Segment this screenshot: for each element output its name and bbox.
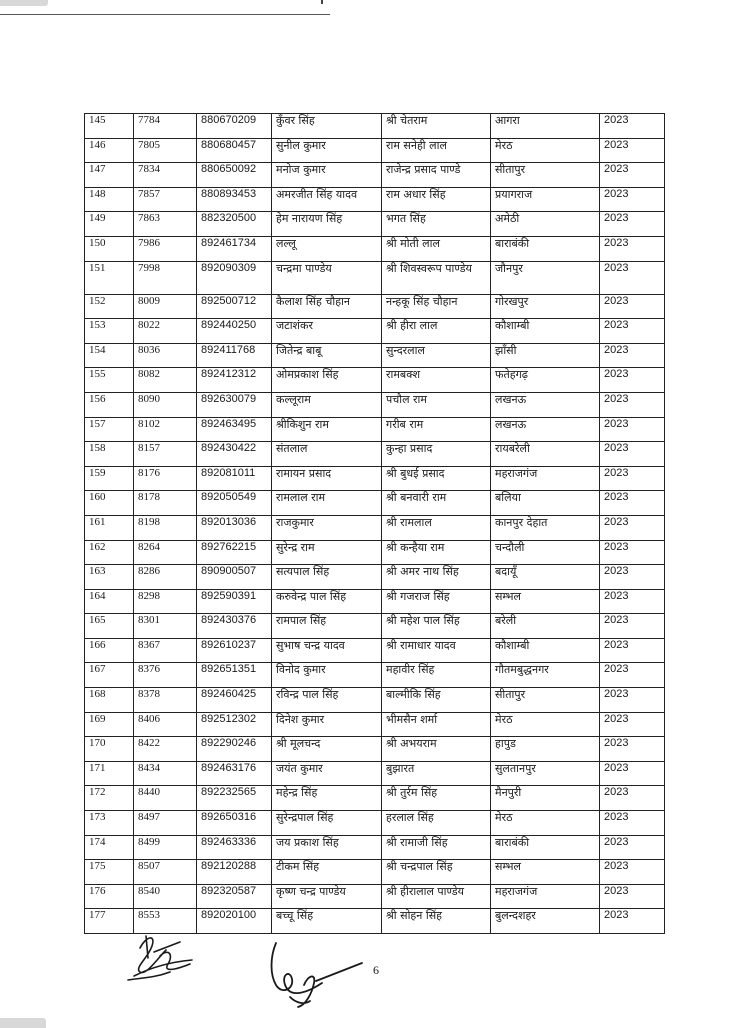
- serial-number-cell: 155: [85, 368, 134, 393]
- district-cell: बाराबंकी: [491, 236, 600, 261]
- registration-code-cell: 880893453: [197, 187, 272, 212]
- registration-code-cell: 892461734: [197, 236, 272, 261]
- year-cell: 2023: [600, 294, 665, 319]
- table-row: [85, 212, 665, 237]
- district-cell: बाराबंकी: [491, 835, 600, 860]
- table-row: [85, 860, 665, 885]
- registration-code-cell: 892411768: [197, 343, 272, 368]
- father-name-cell: कुन्हा प्रसाद: [382, 442, 491, 467]
- district-cell: मेरठ: [491, 811, 600, 836]
- registration-code-cell: 892500712: [197, 294, 272, 319]
- serial-number-cell: 163: [85, 565, 134, 590]
- candidate-name-cell: चन्द्रमा पाण्डेय: [272, 261, 382, 294]
- year-cell: 2023: [600, 909, 665, 934]
- father-name-cell: श्री शिवस्वरूप पाण्डेय: [382, 261, 491, 294]
- roll-number-cell: 8198: [134, 515, 197, 540]
- district-cell: सीतापुर: [491, 163, 600, 188]
- registration-code-cell: 892762215: [197, 540, 272, 565]
- serial-number-cell: 174: [85, 835, 134, 860]
- candidate-name-cell: जटाशंकर: [272, 319, 382, 344]
- father-name-cell: श्री तुर्रम सिंह: [382, 786, 491, 811]
- registration-code-cell: 892460425: [197, 688, 272, 713]
- serial-number-cell: 150: [85, 236, 134, 261]
- table-row: [85, 515, 665, 540]
- father-name-cell: श्री रामाजी सिंह: [382, 835, 491, 860]
- district-cell: जौनपुर: [491, 261, 600, 294]
- district-cell: कौशाम्बी: [491, 638, 600, 663]
- table-row: [85, 614, 665, 639]
- father-name-cell: बुझारत: [382, 761, 491, 786]
- candidate-name-cell: लल्लू: [272, 236, 382, 261]
- year-cell: 2023: [600, 343, 665, 368]
- roll-number-cell: 8378: [134, 688, 197, 713]
- registration-code-cell: 892440250: [197, 319, 272, 344]
- year-cell: 2023: [600, 835, 665, 860]
- father-name-cell: श्री हीरा लाल: [382, 319, 491, 344]
- year-cell: 2023: [600, 614, 665, 639]
- district-cell: प्रयागराज: [491, 187, 600, 212]
- candidate-name-cell: श्री मूलचन्द: [272, 737, 382, 762]
- candidate-name-cell: कैलाश सिंह चौहान: [272, 294, 382, 319]
- serial-number-cell: 173: [85, 811, 134, 836]
- table-row: [85, 261, 665, 294]
- year-cell: 2023: [600, 261, 665, 294]
- district-cell: झाँसी: [491, 343, 600, 368]
- registration-code-cell: 892290246: [197, 737, 272, 762]
- serial-number-cell: 165: [85, 614, 134, 639]
- registration-code-cell: 892463336: [197, 835, 272, 860]
- year-cell: 2023: [600, 212, 665, 237]
- table-row: [85, 638, 665, 663]
- roll-number-cell: 8022: [134, 319, 197, 344]
- table-row: [85, 187, 665, 212]
- table-row: [85, 138, 665, 163]
- year-cell: 2023: [600, 442, 665, 467]
- candidate-name-cell: रामायन प्रसाद: [272, 466, 382, 491]
- candidate-name-cell: रामपाल सिंह: [272, 614, 382, 639]
- table-row: [85, 466, 665, 491]
- candidate-name-cell: सुरेन्द्रपाल सिंह: [272, 811, 382, 836]
- registration-code-cell: 880650092: [197, 163, 272, 188]
- registration-code-cell: 892630079: [197, 392, 272, 417]
- signature-right: [250, 935, 370, 1015]
- signature-left: [110, 928, 220, 990]
- father-name-cell: श्री रामलाल: [382, 515, 491, 540]
- district-cell: लखनऊ: [491, 392, 600, 417]
- year-cell: 2023: [600, 761, 665, 786]
- serial-number-cell: 158: [85, 442, 134, 467]
- serial-number-cell: 169: [85, 712, 134, 737]
- father-name-cell: राम सनेही लाल: [382, 138, 491, 163]
- father-name-cell: पचौल राम: [382, 392, 491, 417]
- registration-code-cell: 892463495: [197, 417, 272, 442]
- roll-number-cell: 7784: [134, 114, 197, 139]
- table-row: [85, 491, 665, 516]
- year-cell: 2023: [600, 884, 665, 909]
- year-cell: 2023: [600, 163, 665, 188]
- roll-number-cell: 8286: [134, 565, 197, 590]
- serial-number-cell: 147: [85, 163, 134, 188]
- father-name-cell: राजेन्द्र प्रसाद पाण्डे: [382, 163, 491, 188]
- table-row: [85, 540, 665, 565]
- candidate-name-cell: जितेन्द्र बाबू: [272, 343, 382, 368]
- registration-code-cell: 892412312: [197, 368, 272, 393]
- table-row: [85, 294, 665, 319]
- candidate-name-cell: दिनेश कुमार: [272, 712, 382, 737]
- father-name-cell: श्री अमर नाथ सिंह: [382, 565, 491, 590]
- year-cell: 2023: [600, 187, 665, 212]
- roll-number-cell: 8499: [134, 835, 197, 860]
- father-name-cell: श्री बुधई प्रसाद: [382, 466, 491, 491]
- year-cell: 2023: [600, 392, 665, 417]
- year-cell: 2023: [600, 319, 665, 344]
- registration-code-cell: 892610237: [197, 638, 272, 663]
- registration-code-cell: 892081011: [197, 466, 272, 491]
- serial-number-cell: 157: [85, 417, 134, 442]
- district-cell: बुलन्दशहर: [491, 909, 600, 934]
- candidate-name-cell: रविन्द्र पाल सिंह: [272, 688, 382, 713]
- roll-number-cell: 8090: [134, 392, 197, 417]
- table-row: [85, 737, 665, 762]
- candidate-name-cell: रामलाल राम: [272, 491, 382, 516]
- candidate-name-cell: श्रीकिशुन राम: [272, 417, 382, 442]
- serial-number-cell: 166: [85, 638, 134, 663]
- registration-code-cell: 892430376: [197, 614, 272, 639]
- district-cell: कानपुर देहात: [491, 515, 600, 540]
- candidate-name-cell: कृष्ण चन्द्र पाण्डेय: [272, 884, 382, 909]
- registration-code-cell: 892090309: [197, 261, 272, 294]
- table-row: [85, 786, 665, 811]
- registration-code-cell: 892020100: [197, 909, 272, 934]
- father-name-cell: श्री हीरालाल पाण्डेय: [382, 884, 491, 909]
- district-cell: रायबरेली: [491, 442, 600, 467]
- serial-number-cell: 153: [85, 319, 134, 344]
- district-cell: बलिया: [491, 491, 600, 516]
- candidate-name-cell: बच्चू सिंह: [272, 909, 382, 934]
- table-row: [85, 343, 665, 368]
- district-cell: अमेठी: [491, 212, 600, 237]
- table-row: [85, 688, 665, 713]
- roll-number-cell: 7986: [134, 236, 197, 261]
- table-row: [85, 368, 665, 393]
- candidate-name-cell: संतलाल: [272, 442, 382, 467]
- roll-number-cell: 7863: [134, 212, 197, 237]
- table-row: [85, 884, 665, 909]
- roll-number-cell: 8497: [134, 811, 197, 836]
- father-name-cell: श्री गजराज सिंह: [382, 589, 491, 614]
- roll-number-cell: 8507: [134, 860, 197, 885]
- father-name-cell: भगत सिंह: [382, 212, 491, 237]
- registration-code-cell: 892512302: [197, 712, 272, 737]
- district-cell: फतेहगढ़: [491, 368, 600, 393]
- roll-number-cell: 8298: [134, 589, 197, 614]
- table-row: [85, 236, 665, 261]
- registration-code-cell: 892651351: [197, 663, 272, 688]
- year-cell: 2023: [600, 466, 665, 491]
- roll-number-cell: 7805: [134, 138, 197, 163]
- father-name-cell: हरलाल सिंह: [382, 811, 491, 836]
- table-row: [85, 319, 665, 344]
- table-row: [85, 761, 665, 786]
- roll-number-cell: 8376: [134, 663, 197, 688]
- district-cell: सीतापुर: [491, 688, 600, 713]
- table-row: [85, 835, 665, 860]
- serial-number-cell: 160: [85, 491, 134, 516]
- table-row: [85, 663, 665, 688]
- serial-number-cell: 170: [85, 737, 134, 762]
- registration-code-cell: 882320500: [197, 212, 272, 237]
- district-cell: बरेली: [491, 614, 600, 639]
- table-row: [85, 589, 665, 614]
- father-name-cell: बाल्मीकि सिंह: [382, 688, 491, 713]
- year-cell: 2023: [600, 638, 665, 663]
- serial-number-cell: 152: [85, 294, 134, 319]
- serial-number-cell: 145: [85, 114, 134, 139]
- candidate-name-cell: अमरजीत सिंह यादव: [272, 187, 382, 212]
- roll-number-cell: 8036: [134, 343, 197, 368]
- serial-number-cell: 175: [85, 860, 134, 885]
- roll-number-cell: 8178: [134, 491, 197, 516]
- father-name-cell: महावीर सिंह: [382, 663, 491, 688]
- serial-number-cell: 156: [85, 392, 134, 417]
- header-rule: [0, 14, 330, 15]
- serial-number-cell: 162: [85, 540, 134, 565]
- roll-number-cell: 8157: [134, 442, 197, 467]
- father-name-cell: श्री अभयराम: [382, 737, 491, 762]
- registration-code-cell: 892590391: [197, 589, 272, 614]
- roll-number-cell: 8176: [134, 466, 197, 491]
- year-cell: 2023: [600, 114, 665, 139]
- scan-edge-mark: [0, 0, 48, 6]
- district-cell: आगरा: [491, 114, 600, 139]
- year-cell: 2023: [600, 811, 665, 836]
- roll-number-cell: 8422: [134, 737, 197, 762]
- candidate-name-cell: ओमप्रकाश सिंह: [272, 368, 382, 393]
- candidate-name-cell: राजकुमार: [272, 515, 382, 540]
- district-cell: सम्भल: [491, 860, 600, 885]
- serial-number-cell: 146: [85, 138, 134, 163]
- serial-number-cell: 171: [85, 761, 134, 786]
- year-cell: 2023: [600, 138, 665, 163]
- year-cell: 2023: [600, 236, 665, 261]
- roll-number-cell: 8102: [134, 417, 197, 442]
- year-cell: 2023: [600, 565, 665, 590]
- roll-number-cell: 7834: [134, 163, 197, 188]
- registration-code-cell: 880670209: [197, 114, 272, 139]
- registration-code-cell: 892320587: [197, 884, 272, 909]
- district-cell: महराजगंज: [491, 884, 600, 909]
- records-table: [84, 113, 665, 934]
- roll-number-cell: 8301: [134, 614, 197, 639]
- father-name-cell: नन्हकू सिंह चौहान: [382, 294, 491, 319]
- father-name-cell: सुन्दरलाल: [382, 343, 491, 368]
- registration-code-cell: 892050549: [197, 491, 272, 516]
- district-cell: गोरखपुर: [491, 294, 600, 319]
- year-cell: 2023: [600, 368, 665, 393]
- father-name-cell: श्री सोहन सिंह: [382, 909, 491, 934]
- father-name-cell: श्री रामाधार यादव: [382, 638, 491, 663]
- serial-number-cell: 176: [85, 884, 134, 909]
- roll-number-cell: 8367: [134, 638, 197, 663]
- candidate-name-cell: टीकम सिंह: [272, 860, 382, 885]
- candidate-name-cell: सुनील कुमार: [272, 138, 382, 163]
- father-name-cell: राम अधार सिंह: [382, 187, 491, 212]
- registration-code-cell: 892650316: [197, 811, 272, 836]
- roll-number-cell: 8553: [134, 909, 197, 934]
- father-name-cell: रामबक्श: [382, 368, 491, 393]
- father-name-cell: श्री चेतराम: [382, 114, 491, 139]
- year-cell: 2023: [600, 540, 665, 565]
- district-cell: बदायूँ: [491, 565, 600, 590]
- father-name-cell: श्री कन्हैया राम: [382, 540, 491, 565]
- registration-code-cell: 892463176: [197, 761, 272, 786]
- roll-number-cell: 7998: [134, 261, 197, 294]
- candidate-name-cell: करुवेन्द्र पाल सिंह: [272, 589, 382, 614]
- district-cell: मैनपुरी: [491, 786, 600, 811]
- year-cell: 2023: [600, 860, 665, 885]
- year-cell: 2023: [600, 786, 665, 811]
- roll-number-cell: 8406: [134, 712, 197, 737]
- table-row: [85, 565, 665, 590]
- registration-code-cell: 890900507: [197, 565, 272, 590]
- district-cell: चन्दौली: [491, 540, 600, 565]
- district-cell: मेरठ: [491, 138, 600, 163]
- district-cell: मेरठ: [491, 712, 600, 737]
- district-cell: कौशाम्बी: [491, 319, 600, 344]
- district-cell: हापुड: [491, 737, 600, 762]
- serial-number-cell: 177: [85, 909, 134, 934]
- header-tick: [321, 0, 323, 4]
- roll-number-cell: 8440: [134, 786, 197, 811]
- serial-number-cell: 167: [85, 663, 134, 688]
- serial-number-cell: 148: [85, 187, 134, 212]
- serial-number-cell: 159: [85, 466, 134, 491]
- serial-number-cell: 161: [85, 515, 134, 540]
- candidate-name-cell: विनोद कुमार: [272, 663, 382, 688]
- table-row: [85, 811, 665, 836]
- year-cell: 2023: [600, 417, 665, 442]
- candidate-name-cell: सत्यपाल सिंह: [272, 565, 382, 590]
- roll-number-cell: 8540: [134, 884, 197, 909]
- father-name-cell: श्री महेश पाल सिंह: [382, 614, 491, 639]
- father-name-cell: भीमसैन शर्मा: [382, 712, 491, 737]
- year-cell: 2023: [600, 663, 665, 688]
- candidate-name-cell: जय प्रकाश सिंह: [272, 835, 382, 860]
- father-name-cell: श्री मोती लाल: [382, 236, 491, 261]
- table-row: [85, 712, 665, 737]
- scan-edge-mark-bottom: [0, 1018, 46, 1028]
- roll-number-cell: 7857: [134, 187, 197, 212]
- roll-number-cell: 8009: [134, 294, 197, 319]
- page-number: 6: [373, 963, 379, 977]
- registration-code-cell: 892430422: [197, 442, 272, 467]
- father-name-cell: गरीब राम: [382, 417, 491, 442]
- candidate-name-cell: जयंत कुमार: [272, 761, 382, 786]
- year-cell: 2023: [600, 688, 665, 713]
- serial-number-cell: 168: [85, 688, 134, 713]
- table-row: [85, 163, 665, 188]
- district-cell: महराजगंज: [491, 466, 600, 491]
- father-name-cell: श्री चन्द्रपाल सिंह: [382, 860, 491, 885]
- year-cell: 2023: [600, 737, 665, 762]
- table-row: [85, 417, 665, 442]
- district-cell: लखनऊ: [491, 417, 600, 442]
- year-cell: 2023: [600, 491, 665, 516]
- candidate-name-cell: महेन्द्र सिंह: [272, 786, 382, 811]
- serial-number-cell: 172: [85, 786, 134, 811]
- roll-number-cell: 8082: [134, 368, 197, 393]
- candidate-name-cell: मनोज कुमार: [272, 163, 382, 188]
- serial-number-cell: 149: [85, 212, 134, 237]
- year-cell: 2023: [600, 589, 665, 614]
- candidate-name-cell: हेम नारायण सिंह: [272, 212, 382, 237]
- district-cell: सम्भल: [491, 589, 600, 614]
- district-cell: गौतमबुद्धनगर: [491, 663, 600, 688]
- serial-number-cell: 154: [85, 343, 134, 368]
- candidate-name-cell: कल्लूराम: [272, 392, 382, 417]
- candidate-name-cell: कुँवर सिंह: [272, 114, 382, 139]
- records-table-body: [85, 114, 665, 934]
- year-cell: 2023: [600, 712, 665, 737]
- registration-code-cell: 880680457: [197, 138, 272, 163]
- table-row: [85, 114, 665, 139]
- registration-code-cell: 892232565: [197, 786, 272, 811]
- table-row: [85, 442, 665, 467]
- father-name-cell: श्री बनवारी राम: [382, 491, 491, 516]
- roll-number-cell: 8264: [134, 540, 197, 565]
- table-row: [85, 392, 665, 417]
- registration-code-cell: 892013036: [197, 515, 272, 540]
- year-cell: 2023: [600, 515, 665, 540]
- candidate-name-cell: सुभाष चन्द्र यादव: [272, 638, 382, 663]
- serial-number-cell: 164: [85, 589, 134, 614]
- serial-number-cell: 151: [85, 261, 134, 294]
- candidate-name-cell: सुरेन्द्र राम: [272, 540, 382, 565]
- registration-code-cell: 892120288: [197, 860, 272, 885]
- roll-number-cell: 8434: [134, 761, 197, 786]
- district-cell: सुलतानपुर: [491, 761, 600, 786]
